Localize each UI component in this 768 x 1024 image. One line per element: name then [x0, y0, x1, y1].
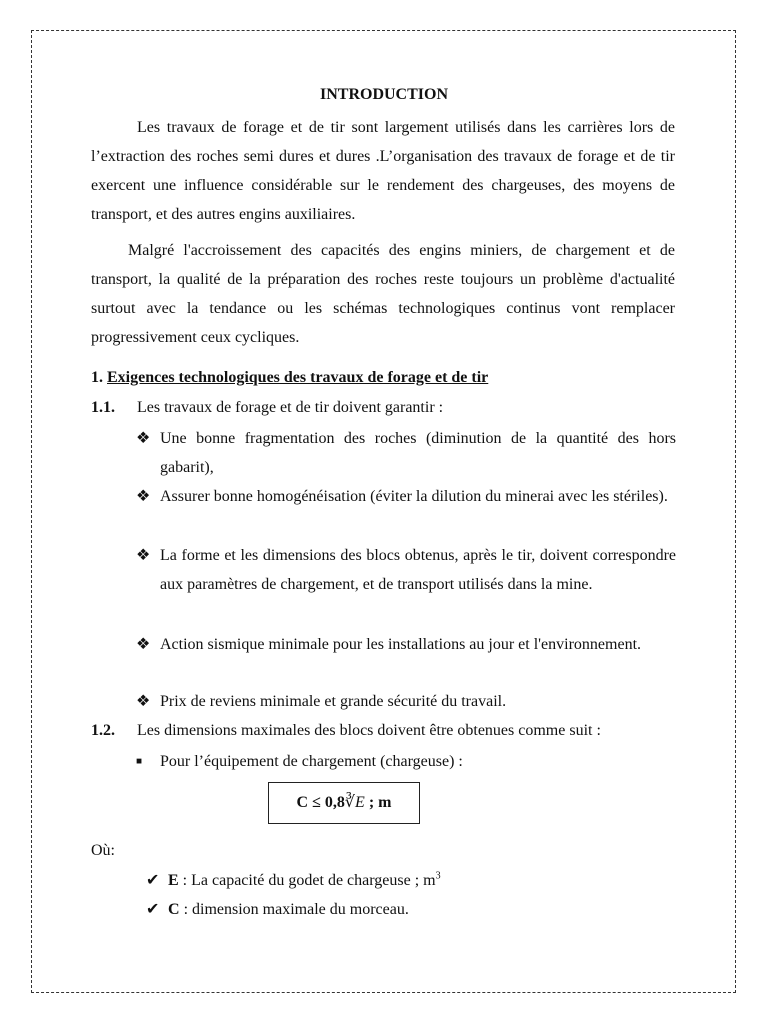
diamond-cross-icon: ❖	[136, 430, 151, 447]
section-1-number: 1.	[91, 369, 103, 386]
list-item: ✔ E : La capacité du godet de chargeuse ; $m^3$	[146, 870, 441, 889]
formula-box: C ≤ 0,8∛E ; m	[268, 782, 420, 824]
diamond-cross-icon: ❖	[136, 488, 151, 505]
list-item: ❖ Action sismique minimale pour les installations au jour et l'environnement.	[136, 630, 676, 659]
list-item: ❖ Assurer bonne homogénéisation (éviter la dilution du minerai avec les stériles).	[136, 482, 676, 511]
diamond-cross-icon: ❖	[136, 547, 151, 564]
list-item: ❖ Une bonne fragmentation des roches (diminution de la quantité des hors gabarit),	[136, 424, 676, 482]
diamond-cross-icon: ❖	[136, 693, 151, 710]
list-item: ✔ C : dimension maximale du morceau.	[146, 901, 409, 918]
document-title: INTRODUCTION	[319, 86, 448, 103]
subsection-1-1-text: Les travaux de forage et de tir doivent garantir :	[137, 399, 444, 416]
list-item: ■ Pour l’équipement de chargement (chargeuse) :	[136, 747, 676, 776]
square-bullet-icon: ■	[136, 756, 143, 767]
subsection-1-1	[91, 399, 443, 417]
section-1-title: Exigences technologiques des travaux de forage et de tir	[107, 369, 489, 386]
checkmark-icon: ✔	[146, 901, 160, 918]
intro-paragraph-2-text: Malgré l'accroissement des capacités des engins miniers, de chargement et de transport, la qualité de la préparation des roches reste toujours un problème d'actualité surtout avec la tendance ou les schémas technologiques continus vont remplacer progressivement ceux cycliques.	[91, 242, 675, 346]
subsection-1-2-number: 1.2.	[91, 722, 115, 739]
where-label: Où:	[91, 842, 115, 859]
intro-paragraph-2	[91, 236, 675, 352]
list-item: ❖ Prix de reviens minimale et grande sécurité du travail.	[136, 687, 676, 716]
checkmark-icon: ✔	[146, 872, 160, 889]
list-item: ❖ La forme et les dimensions des blocs obtenus, après le tir, doivent correspondre aux paramètres de chargement, et de transport utilisés dans la mine.	[136, 541, 676, 599]
subsection-1-1-number: 1.1.	[91, 399, 115, 416]
diamond-cross-icon: ❖	[136, 636, 151, 653]
subsection-1-2	[91, 722, 601, 740]
intro-paragraph-1	[91, 113, 675, 229]
intro-paragraph-1-text: Les travaux de forage et de tir sont largement utilisés dans les carrières lors de l’extraction des roches semi dures et dures .L’organisation des travaux de forage et de tir exercent une influence considérable sur le rendement des chargeuses, des moyens de transport, et des autres engins auxiliaires.	[91, 119, 675, 223]
section-1-heading	[91, 369, 488, 387]
subsection-1-2-text: Les dimensions maximales des blocs doivent être obtenues comme suit :	[137, 722, 601, 739]
